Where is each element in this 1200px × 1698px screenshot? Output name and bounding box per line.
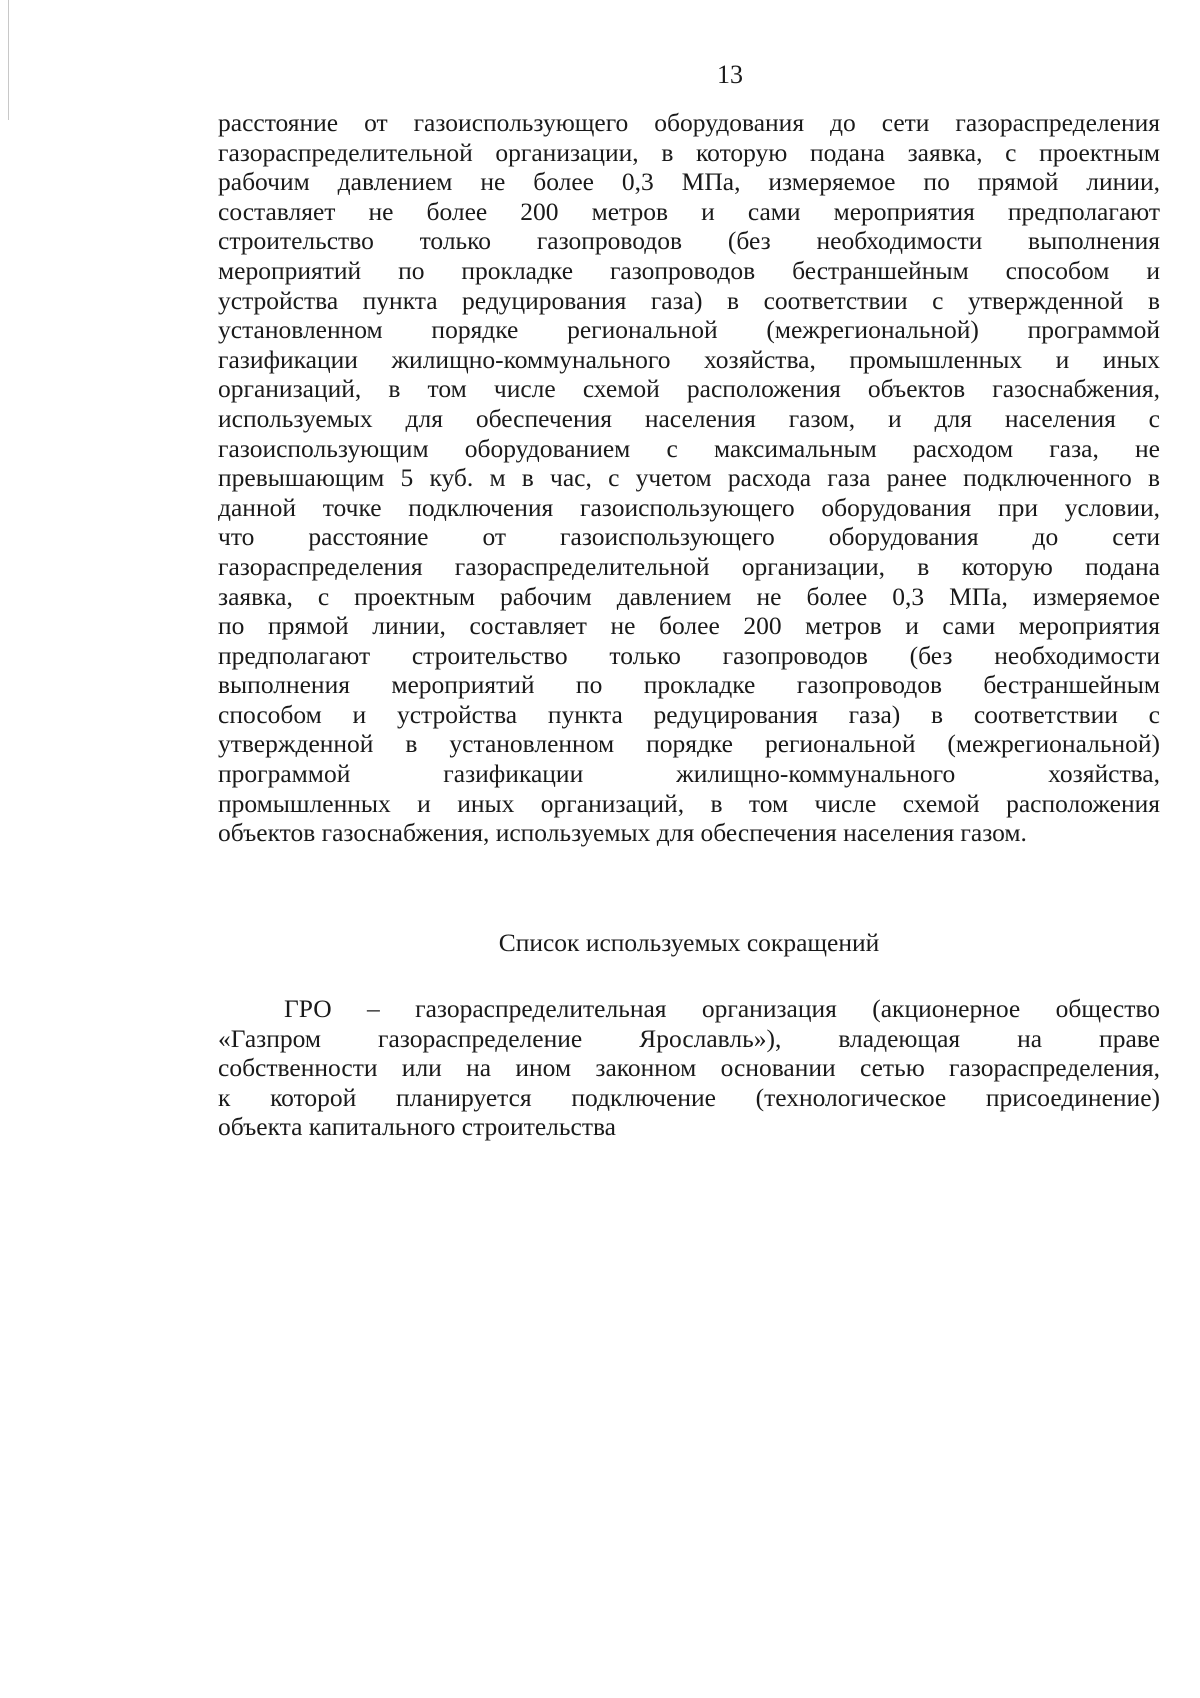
text-line: установленном порядке региональной (межрегиональной) программой — [218, 315, 1160, 345]
page-number: 13 — [717, 60, 743, 89]
text-line: газораспределительной организации, в которую подана заявка, с проектным — [218, 137, 1160, 167]
section-title: Список используемых сокращений — [498, 928, 880, 957]
text-line: программой газификации жилищно-коммунального хозяйства, — [218, 759, 1160, 789]
abbreviation-line: объекта капитального строительства — [218, 1112, 616, 1142]
text-line: расстояние от газоиспользующего оборудования до сети газораспределения — [218, 108, 1160, 137]
text-line: составляет не более 200 метров и сами мероприятия предполагают — [218, 196, 1160, 226]
text-line: устройства пункта редуцирования газа) в соответствии с утвержденной в — [218, 285, 1160, 315]
text-line: организаций, в том числе схемой расположения объектов газоснабжения, — [218, 374, 1160, 404]
abbreviation-line: «Газпром газораспределение Ярославль»), владеющая на праве — [218, 1023, 1160, 1053]
text-line: по прямой линии, составляет не более 200 метров и сами мероприятия — [218, 611, 1160, 641]
text-line: используемых для обеспечения населения газом, и для населения с — [218, 403, 1160, 433]
text-line: выполнения мероприятий по прокладке газопроводов бестраншейным — [218, 670, 1160, 700]
text-line: превышающим 5 куб. м в час, с учетом расхода газа ранее подключенного в — [218, 463, 1160, 493]
abbreviation-entry — [218, 994, 1160, 1142]
text-line: газораспределения газораспределительной организации, в которую подана — [218, 551, 1160, 581]
text-line: заявка, с проектным рабочим давлением не более 0,3 МПа, измеряемое — [218, 581, 1160, 611]
text-line: газоиспользующим оборудованием с максимальным расходом газа, не — [218, 433, 1160, 463]
abbreviation-line: ГРО – газораспределительная организация (акционерное общество — [284, 994, 1160, 1023]
text-line: утвержденной в установленном порядке региональной (межрегиональной) — [218, 729, 1160, 759]
abbreviation-line: к которой планируется подключение (технологическое присоединение) — [218, 1082, 1160, 1112]
text-line: объектов газоснабжения, используемых для обеспечения населения газом. — [218, 818, 1027, 848]
text-line: промышленных и иных организаций, в том числе схемой расположения — [218, 788, 1160, 818]
text-line: мероприятий по прокладке газопроводов бестраншейным способом и — [218, 255, 1160, 285]
text-line: что расстояние от газоиспользующего оборудования до сети — [218, 522, 1160, 552]
text-line: газификации жилищно-коммунального хозяйства, промышленных и иных — [218, 344, 1160, 374]
text-line: рабочим давлением не более 0,3 МПа, измеряемое по прямой линии, — [218, 167, 1160, 197]
abbreviation-line: собственности или на ином законном основании сетью газораспределения, — [218, 1053, 1160, 1083]
text-line: строительство только газопроводов (без необходимости выполнения — [218, 226, 1160, 256]
body-paragraph — [218, 108, 1160, 848]
text-line: предполагают строительство только газопроводов (без необходимости — [218, 640, 1160, 670]
text-line: способом и устройства пункта редуцирования газа) в соответствии с — [218, 699, 1160, 729]
text-line: данной точке подключения газоиспользующего оборудования при условии, — [218, 492, 1160, 522]
